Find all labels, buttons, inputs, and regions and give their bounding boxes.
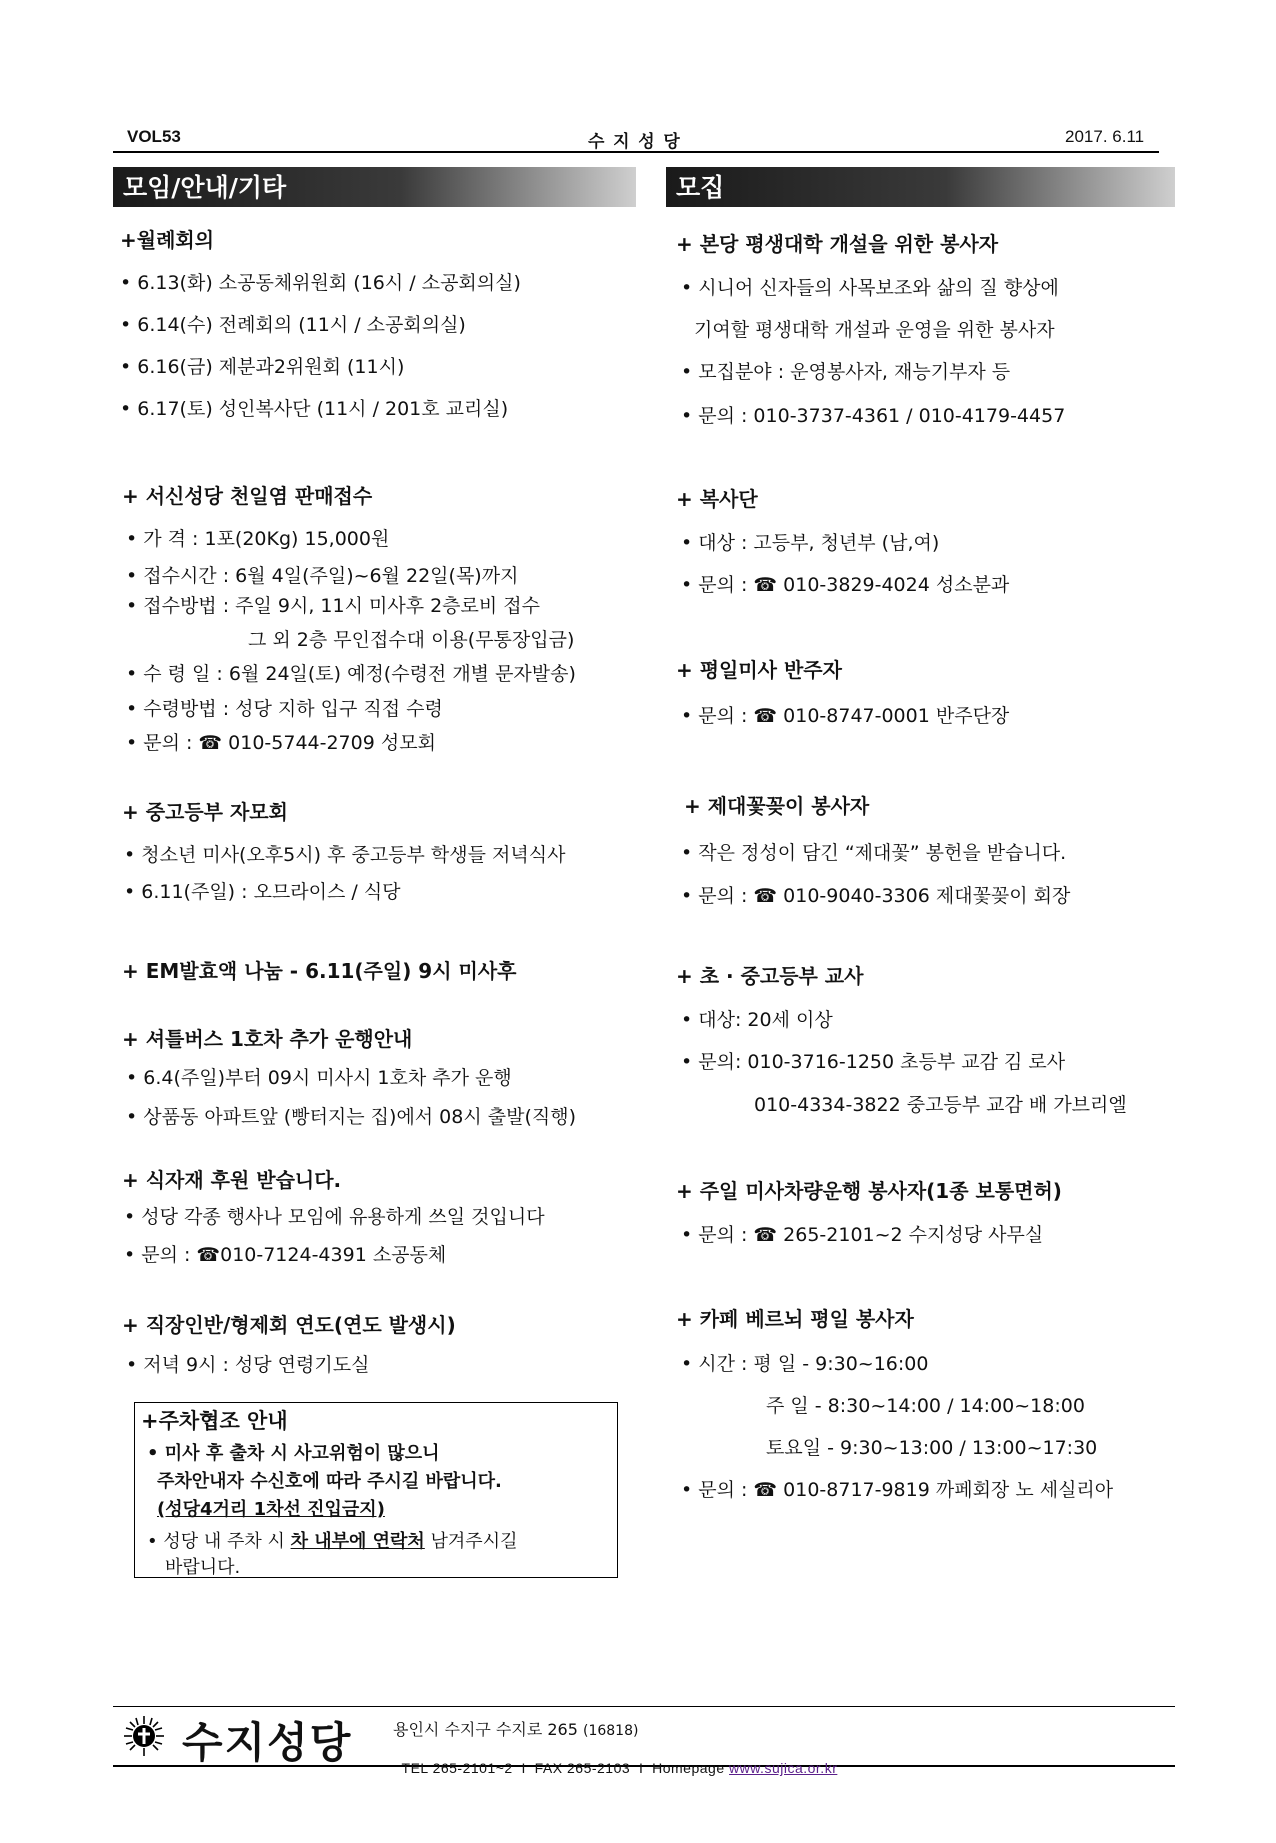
teachers-heading: + 초 · 중고등부 교사	[676, 964, 864, 988]
parking-line: 바랍니다.	[165, 1557, 241, 1578]
em-heading: + EM발효액 나눔 - 6.11(주일) 9시 미사후	[122, 959, 517, 983]
header-rule	[113, 151, 1159, 153]
college-heading: + 본당 평생대학 개설을 위한 봉사자	[676, 232, 999, 256]
college-line: • 문의 : 010-3737-4361 / 010-4179-4457	[681, 405, 1066, 427]
parking-line: • 미사 후 출차 시 사고위험이 많으니	[147, 1443, 440, 1464]
teachers-line: • 문의: 010-3716-1250 초등부 교감 김 로사	[681, 1051, 1066, 1073]
parking-line-prefix: • 성당 내 주차 시	[147, 1531, 291, 1552]
footer-top-rule	[113, 1706, 1175, 1707]
rice-line: • 가 격 : 1포(20Kg) 15,000원	[126, 528, 390, 550]
parking-line-suffix: 남겨주시길	[424, 1531, 518, 1552]
footer-address	[393, 1717, 638, 1740]
college-line: • 시니어 신자들의 사목보조와 삶의 질 향상에	[681, 277, 1059, 299]
cafe-line: • 시간 : 평 일 - 9:30~16:00	[681, 1353, 929, 1375]
shuttle-line: • 상품동 아파트앞 (빵터지는 집)에서 08시 출발(직행)	[126, 1106, 576, 1128]
food-line: • 성당 각종 행사나 모임에 유용하게 쓰일 것입니다	[124, 1206, 545, 1228]
monthly-item: • 6.17(토) 성인복사단 (11시 / 201호 교리실)	[120, 398, 509, 420]
parish-logo	[122, 1714, 166, 1758]
left-section-title: 모임/안내/기타	[113, 167, 636, 207]
shuttle-heading: + 셔틀버스 1호차 추가 운행안내	[122, 1027, 413, 1051]
parking-line: 주차안내자 수신호에 따라 주시길 바랍니다.	[157, 1471, 502, 1492]
parking-line	[147, 1527, 517, 1553]
rice-line: • 접수시간 : 6월 4일(주일)~6월 22일(목)까지	[126, 565, 519, 587]
rice-line: • 수령방법 : 성당 지하 입구 직접 수령	[126, 698, 443, 720]
parking-heading: +주차협조 안내	[141, 1409, 288, 1433]
monthly-heading: +월례회의	[120, 228, 215, 252]
flowers-line: • 작은 정성이 담긴 “제대꽃” 봉헌을 받습니다.	[681, 842, 1067, 864]
footer-logo-text: 수지성당	[182, 1718, 353, 1767]
altar-line: • 대상 : 고등부, 청년부 (남,여)	[681, 532, 940, 554]
cafe-line: • 문의 : ☎ 010-8717-9819 까페회장 노 세실리아	[681, 1479, 1114, 1501]
rice-line: • 접수방법 : 주일 9시, 11시 미사후 2층로비 접수	[126, 595, 540, 617]
youth-parents-heading: + 중고등부 자모회	[122, 800, 288, 824]
cafe-line: 주 일 - 8:30~14:00 / 14:00~18:00	[766, 1395, 1085, 1417]
organ-heading: + 평일미사 반주자	[676, 658, 842, 682]
parking-notice-box	[134, 1402, 618, 1578]
flowers-heading: + 제대꽃꽂이 봉사자	[684, 794, 870, 818]
footer-postcode: (16818)	[583, 1723, 639, 1739]
header-parish-name: 수 지 성 당	[588, 132, 682, 151]
teachers-line: • 대상: 20세 이상	[681, 1009, 833, 1031]
food-line: • 문의 : ☎010-7124-4391 소공동체	[124, 1244, 447, 1266]
footer-contact-text: TEL 265-2101~2 I FAX 265-2103 I Homepage	[401, 1760, 729, 1776]
volume-label: VOL53	[127, 127, 181, 146]
rice-line: 그 외 2층 무인접수대 이용(무통장입금)	[248, 629, 575, 651]
college-line: 기여할 평생대학 개설과 운영을 위한 봉사자	[694, 319, 1055, 341]
parking-no-entry: (성당4거리 1차선 진입금지)	[157, 1499, 385, 1520]
cafe-line: 토요일 - 9:30~13:00 / 13:00~17:30	[766, 1437, 1098, 1459]
monthly-item: • 6.16(금) 제분과2위원회 (11시)	[120, 356, 405, 378]
drivers-heading: + 주일 미사차량운행 봉사자(1종 보통면허)	[676, 1179, 1062, 1203]
parish-logo-icon	[122, 1714, 166, 1758]
workers-heading: + 직장인반/형제회 연도(연도 발생시)	[122, 1313, 456, 1337]
drivers-line: • 문의 : ☎ 265-2101~2 수지성당 사무실	[681, 1224, 1044, 1246]
altar-heading: + 복사단	[676, 487, 758, 511]
workers-line: • 저녁 9시 : 성당 연령기도실	[126, 1354, 370, 1376]
youth-parents-line: • 6.11(주일) : 오므라이스 / 식당	[124, 881, 401, 903]
shuttle-line: • 6.4(주일)부터 09시 미사시 1호차 추가 운행	[126, 1067, 512, 1089]
issue-date: 2017. 6.11	[1065, 127, 1145, 146]
youth-parents-line: • 청소년 미사(오후5시) 후 중고등부 학생들 저녁식사	[124, 844, 566, 866]
cafe-heading: + 카페 베르뇌 평일 봉사자	[676, 1307, 914, 1331]
monthly-item: • 6.13(화) 소공동체위원회 (16시 / 소공회의실)	[120, 272, 521, 294]
rice-heading: + 서신성당 천일염 판매접수	[122, 484, 373, 508]
flowers-line: • 문의 : ☎ 010-9040-3306 제대꽃꽂이 회장	[681, 885, 1071, 907]
food-heading: + 식자재 후원 받습니다.	[122, 1168, 342, 1192]
monthly-item: • 6.14(수) 전례회의 (11시 / 소공회의실)	[120, 314, 466, 336]
parking-contact-emphasis: 차 내부에 연락처	[290, 1531, 425, 1552]
footer-contact	[393, 1744, 837, 1776]
homepage-link[interactable]: www.sujica.or.kr	[729, 1760, 838, 1776]
rice-line: • 수 령 일 : 6월 24일(토) 예정(수령전 개별 문자발송)	[126, 663, 576, 685]
rice-line: • 문의 : ☎ 010-5744-2709 성모회	[126, 732, 436, 754]
altar-line: • 문의 : ☎ 010-3829-4024 성소분과	[681, 574, 1010, 596]
right-section-title: 모집	[666, 167, 1175, 207]
organ-line: • 문의 : ☎ 010-8747-0001 반주단장	[681, 705, 1010, 727]
teachers-line: 010-4334-3822 중고등부 교감 배 가브리엘	[754, 1094, 1127, 1116]
footer-address-text: 용인시 수지구 수지로 265	[393, 1720, 578, 1739]
college-line: • 모집분야 : 운영봉사자, 재능기부자 등	[681, 361, 1011, 383]
